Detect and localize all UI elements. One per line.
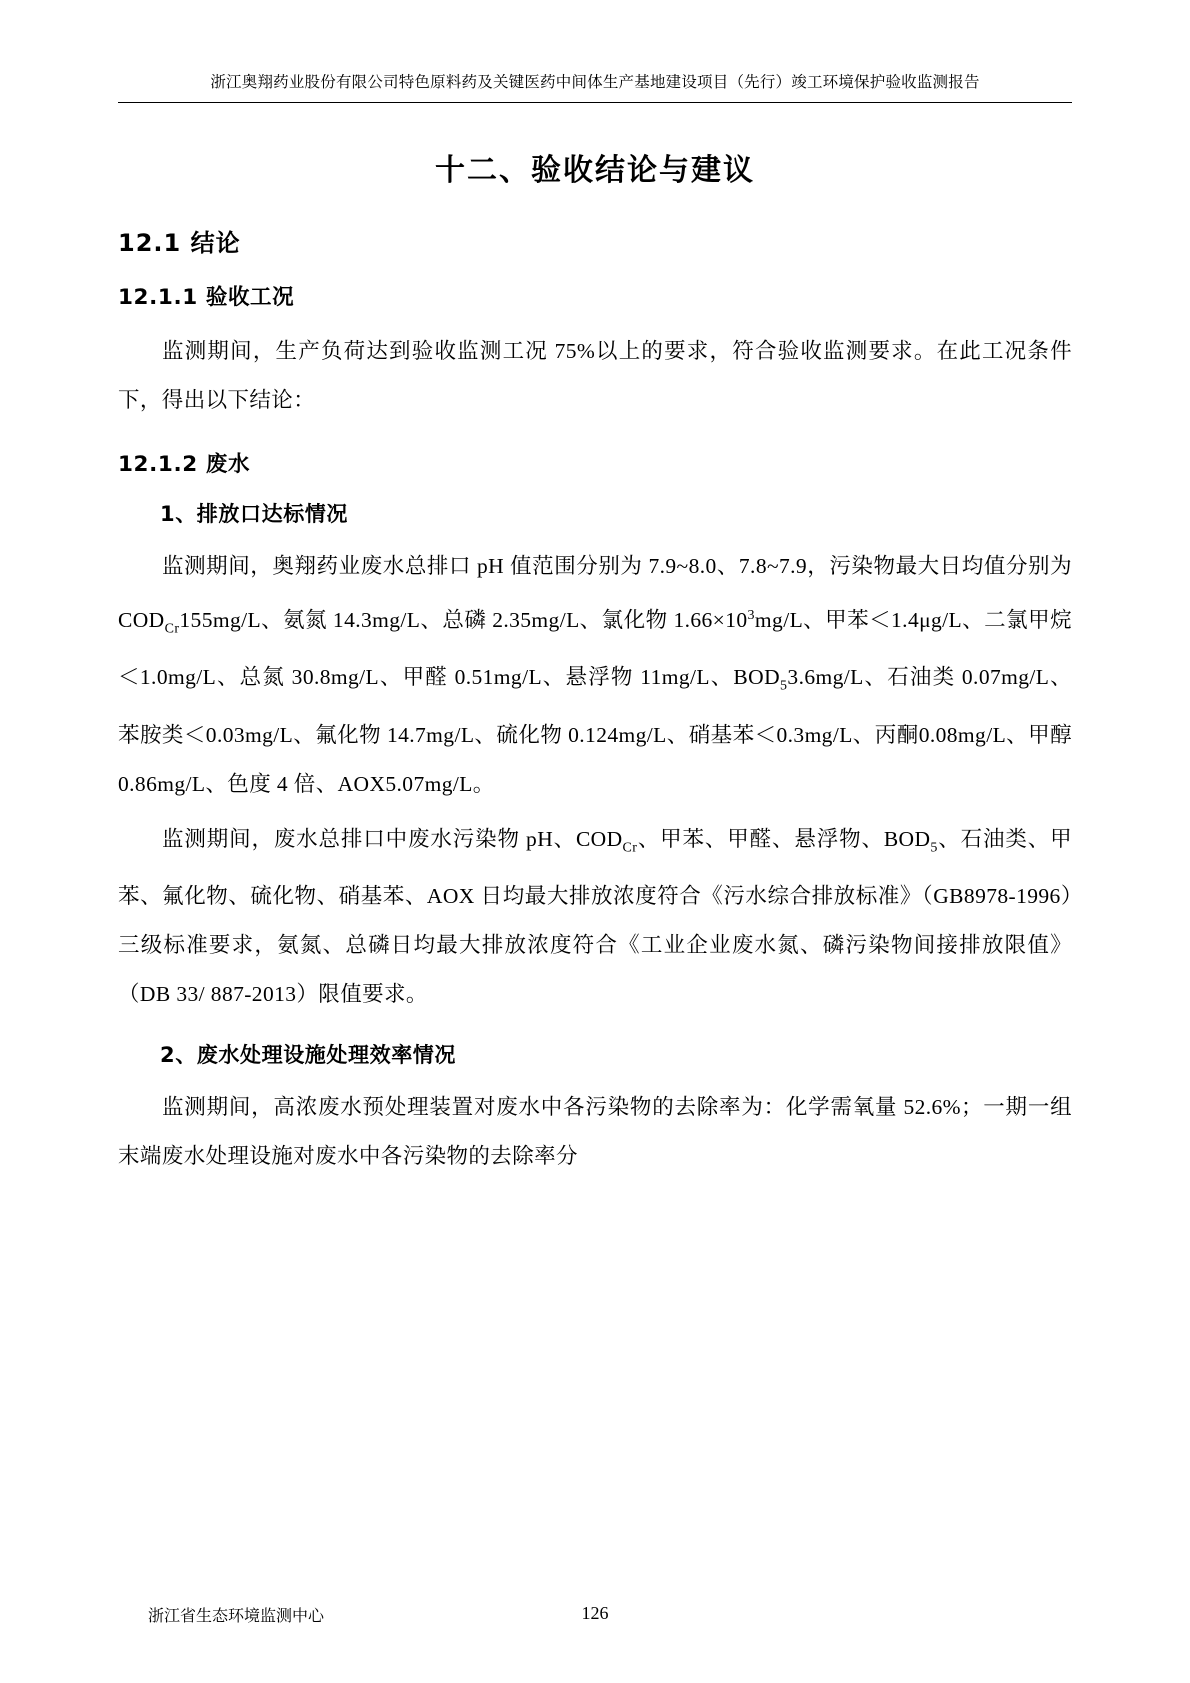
text-run-6: 、甲苯、甲醛、悬浮物、BOD bbox=[637, 826, 931, 851]
subscript-bod5-1: 5 bbox=[780, 678, 788, 694]
text-run-3: mg/L、甲苯＜1.4μg/L、二氯甲烷＜1.0mg/L、总氮 30.8mg/L、甲醛 0.51mg/L、悬浮物 11mg/L、BOD bbox=[118, 608, 1072, 690]
paragraph-working-conditions: 监测期间，生产负荷达到验收监测工况 75%以上的要求，符合验收监测要求。在此工况条件下，得出以下结论： bbox=[118, 339, 1072, 412]
text-run-1: 监测期间，奥翔药业废水总排口 pH 值范围分别为 7.9~8.0、7.8~7.9，污染物最大日均值分别为 COD bbox=[118, 554, 1072, 633]
subscript-cr-2: Cr bbox=[622, 840, 638, 856]
section-heading-12-1-2: 12.1.2 废水 bbox=[118, 452, 251, 477]
subscript-bod5-2: 5 bbox=[930, 840, 938, 856]
subitem-heading-2: 2、废水处理设施处理效率情况 bbox=[160, 1043, 457, 1068]
footer-page-number: 126 bbox=[581, 1603, 609, 1623]
subitem-heading-1: 1、排放口达标情况 bbox=[160, 502, 349, 526]
running-header: 浙江奥翔药业股份有限公司特色原料药及关键医药中间体生产基地建设项目（先行）竣工环境保护验收监测报告 bbox=[118, 70, 1072, 103]
page-footer bbox=[118, 1603, 1072, 1627]
text-run-4: 3.6mg/L、石油类 0.07mg/L、苯胺类＜0.03mg/L、氟化物 14.7mg/L、硫化物 0.124mg/L、硝基苯＜0.3mg/L、丙酮0.08mg/L、甲醇 0.86mg/L、色度 4 倍、AOX5.07mg/L。 bbox=[118, 665, 1073, 796]
footer-organization: 浙江省生态环境监测中心 bbox=[148, 1606, 325, 1625]
page-title: 十二、验收结论与建议 bbox=[435, 153, 755, 188]
text-run-7: 、石油类、甲苯、氟化物、硫化物、硝基苯、AOX 日均最大排放浓度符合《污水综合排放标准》（GB8978-1996）三级标准要求，氨氮、总磷日均最大排放浓度符合《工业企业废水氮、磷污染物间接排放限值》（DB 33/ 887-2013）限值要求。 bbox=[118, 826, 1073, 1007]
paragraph-discharge-values bbox=[118, 542, 1072, 809]
text-run-5: 监测期间，废水总排口中废水污染物 pH、COD bbox=[162, 826, 623, 851]
section-heading-12-1-1: 12.1.1 验收工况 bbox=[118, 285, 295, 310]
section-heading-12-1: 12.1 结论 bbox=[118, 229, 241, 257]
superscript-3: 3 bbox=[747, 608, 755, 623]
paragraph-treatment-efficiency: 监测期间，高浓废水预处理装置对废水中各污染物的去除率为：化学需氧量 52.6%；一期一组末端废水处理设施对废水中各污染物的去除率分 bbox=[118, 1095, 1072, 1169]
paragraph-standards-compliance bbox=[118, 815, 1072, 1019]
text-run-2: 155mg/L、氨氮 14.3mg/L、总磷 2.35mg/L、氯化物 1.66×10 bbox=[179, 608, 748, 633]
subscript-cr-1: Cr bbox=[164, 621, 180, 637]
